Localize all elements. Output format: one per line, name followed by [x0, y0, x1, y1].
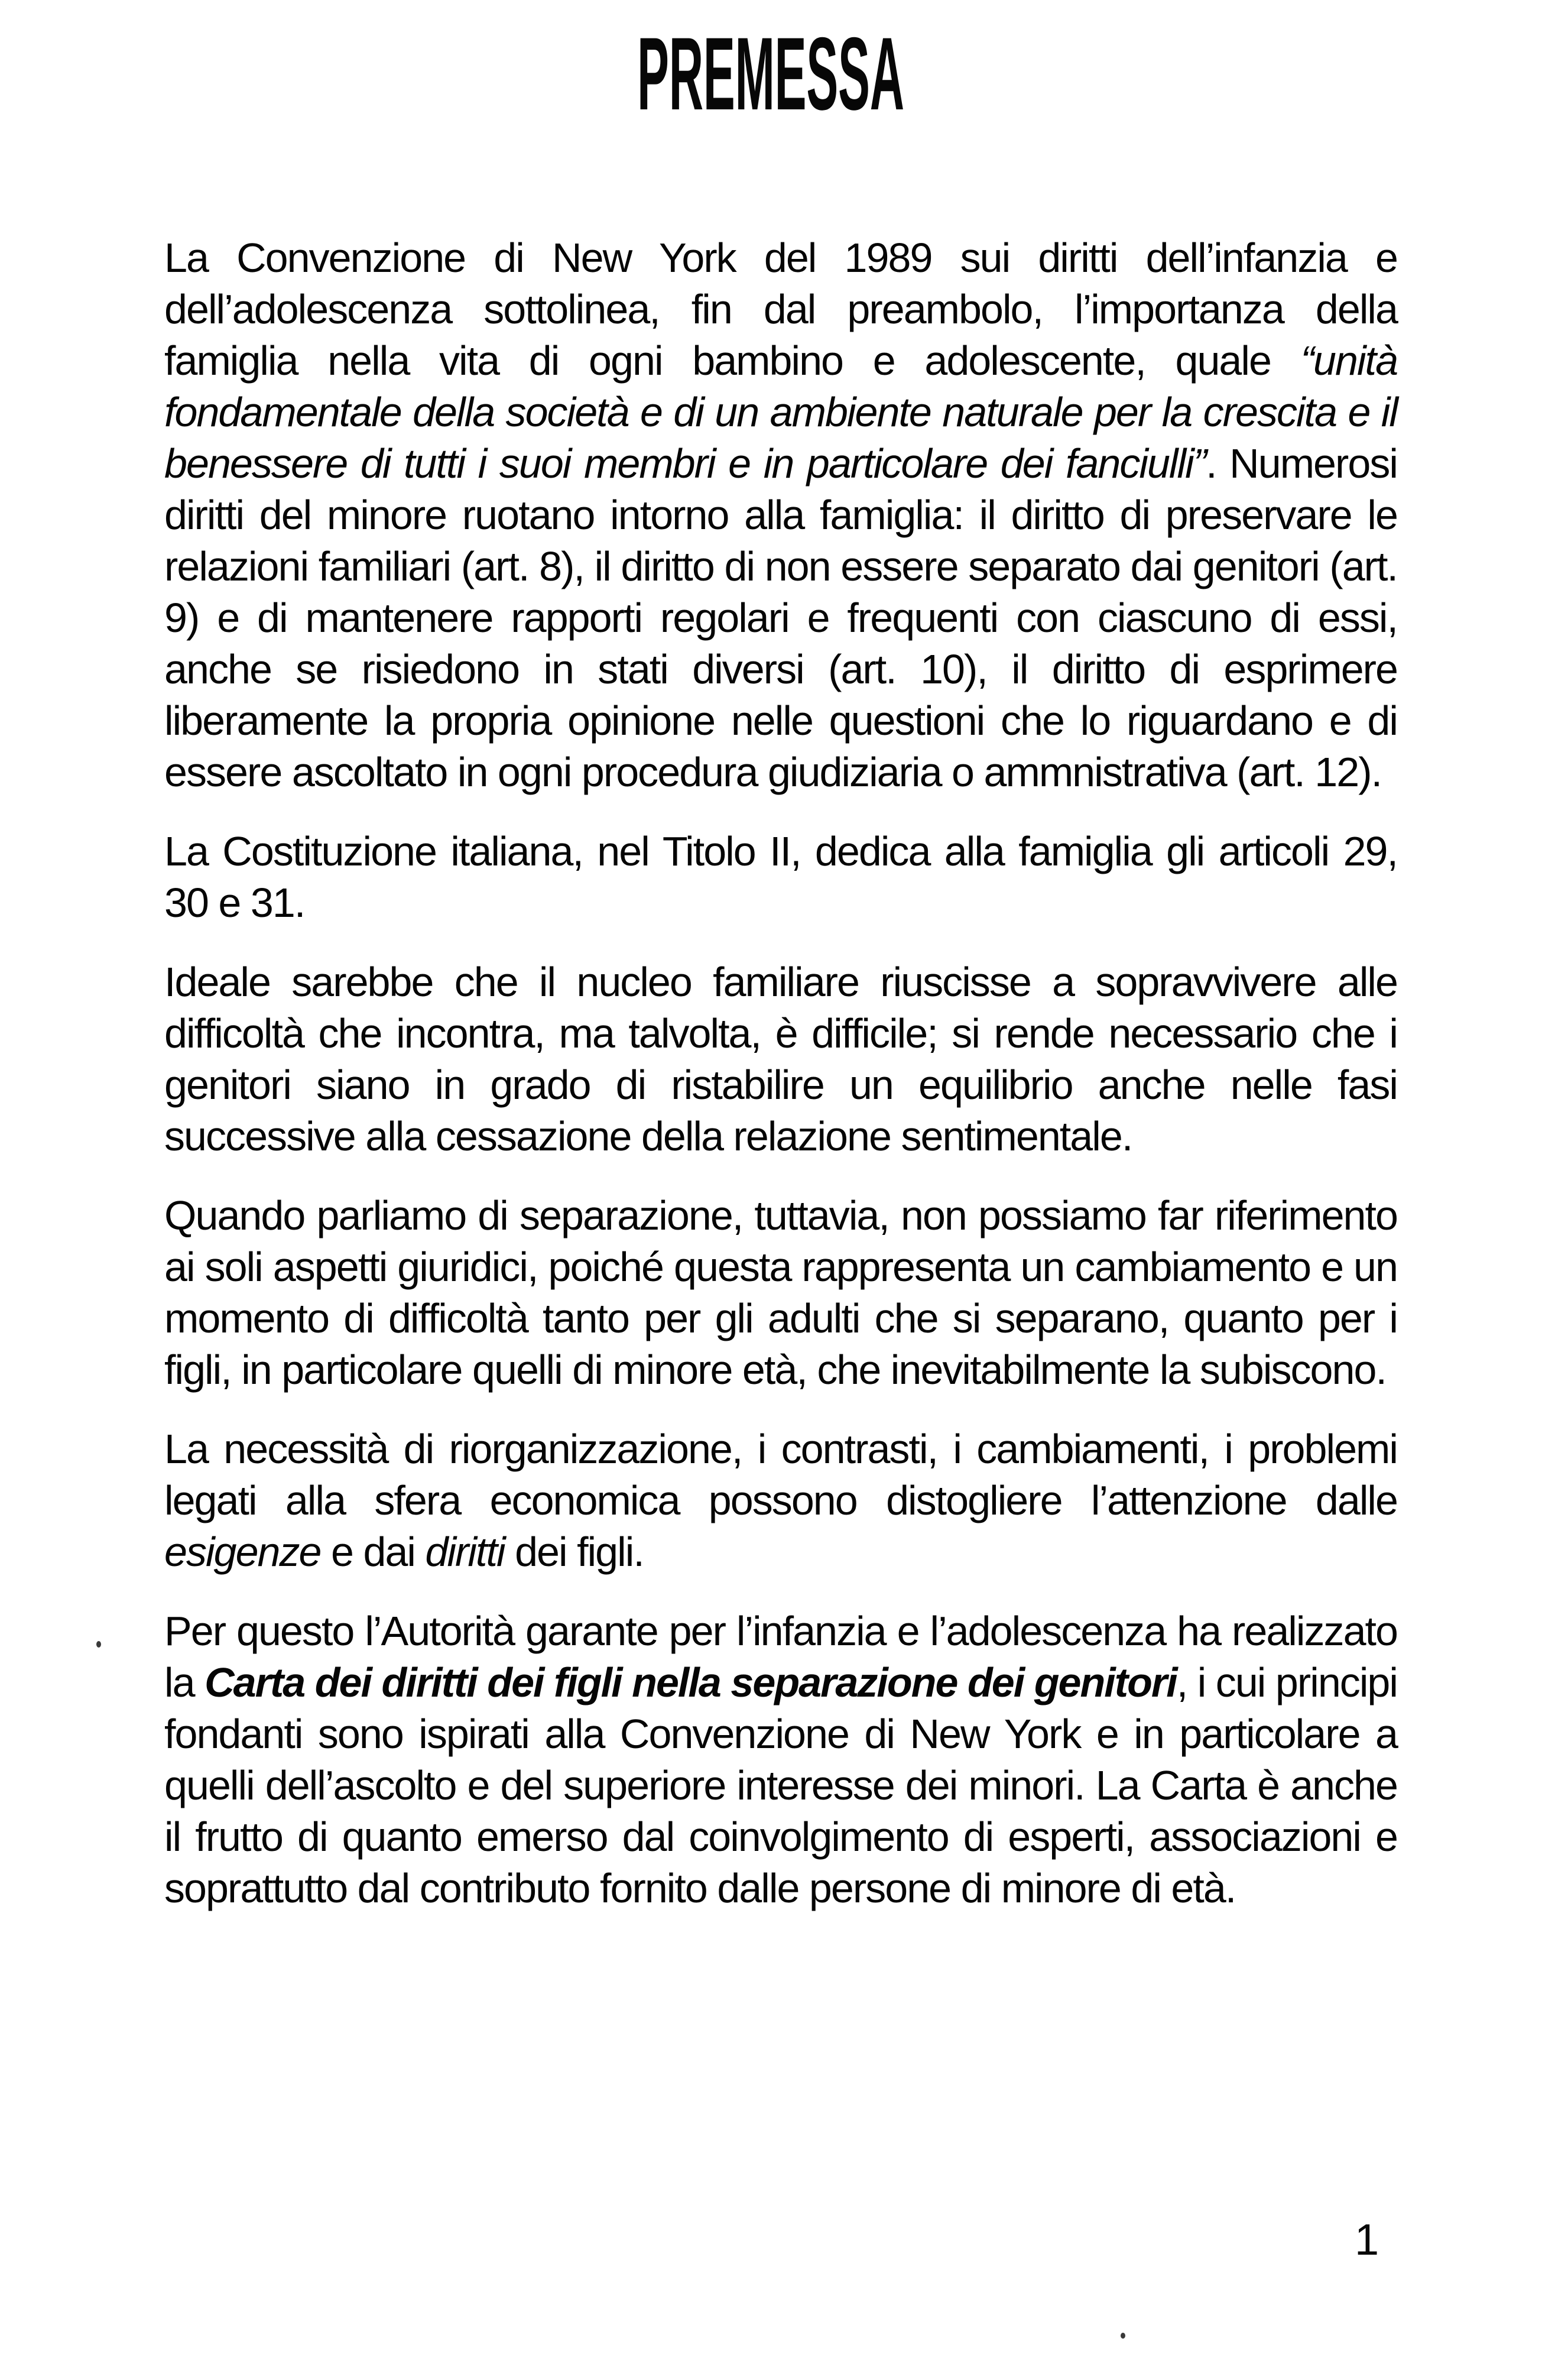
paragraph-convention [164, 232, 1397, 798]
text-segment: La Convenzione di New York del 1989 sui diritti dell’infanzia e dell’adolescenza sottolinea, fin dal preambolo, l’importanza della famiglia nella vita di ogni bambino e adolescente, quale [164, 235, 1397, 384]
text-segment-emphasis: esigenze [164, 1529, 321, 1575]
paragraph-constitution [164, 826, 1397, 929]
text-segment: Per questo l’Autorità garante per l’infanzia e l’adolescenza ha realizzato la [164, 1608, 1397, 1705]
page-header [0, 17, 1542, 132]
paragraph-reorganization [164, 1424, 1397, 1578]
body-text [164, 232, 1397, 1942]
text-segment: dei figli. [504, 1529, 644, 1575]
text-segment-quote: “unità fondamentale della società e di un ambiente naturale per la crescita e il benessere di tutti i suoi membri e in particolare dei fanciulli” [164, 338, 1397, 487]
text-segment: . Numerosi diritti del minore ruotano intorno alla famiglia: il diritto di preservare le relazioni familiari (art. 8), il diritto di non essere separato dai genitori (art. 9) e di mantenere rapporti regolari e frequenti con ciascuno di essi, anche se risiedono in stati diversi (art. 10), il diritto di esprimere liberamente la propria opinione nelle questioni che lo riguardano e di essere ascoltato in ogni procedura giudiziaria o ammnistrativa (art. 12). [164, 440, 1397, 795]
text-segment-emphasis: diritti [425, 1529, 505, 1575]
page-number: 1 [1355, 2215, 1379, 2264]
text-segment: e dai [320, 1529, 426, 1575]
scan-speck [96, 1641, 101, 1648]
paragraph-separation [164, 1190, 1397, 1396]
text-segment: La Costituzione italiana, nel Titolo II, dedica alla famiglia gli articoli 29, 30 e 31. [164, 828, 1397, 926]
text-segment: Ideale sarebbe che il nucleo familiare riuscisse a sopravvivere alle difficoltà che incontra, ma talvolta, è difficile; si rende necessario che i genitori siano in grado di ristabilire un equilibrio anche nelle fasi successive alla cessazione della relazione sentimentale. [164, 959, 1397, 1159]
page-title: PREMESSA [637, 17, 905, 132]
text-segment: , i cui principi fondanti sono ispirati alla Convenzione di New York e in particolare a quelli dell’ascolto e del superiore interesse dei minori. La Carta è anche il frutto di quanto emerso dal coinvolgimento di esperti, associazioni e soprattutto dal contributo fornito dalle persone di minore di età. [164, 1659, 1397, 1911]
text-segment: Quando parliamo di separazione, tuttavia, non possiamo far riferimento ai soli aspetti giuridici, poiché questa rappresenta un cambiamento e un momento di difficoltà tanto per gli adulti che si separano, quanto per i figli, in particolare quelli di minore età, che inevitabilmente la subiscono. [164, 1192, 1397, 1393]
text-segment-carta-title: Carta dei diritti dei figli nella separazione dei genitori [204, 1659, 1177, 1705]
paragraph-carta [164, 1606, 1397, 1914]
paragraph-ideal [164, 956, 1397, 1162]
text-segment: La necessità di riorganizzazione, i contrasti, i cambiamenti, i problemi legati alla sfera economica possono distogliere l’attenzione dalle [164, 1426, 1397, 1523]
scan-speck [1121, 2333, 1125, 2339]
